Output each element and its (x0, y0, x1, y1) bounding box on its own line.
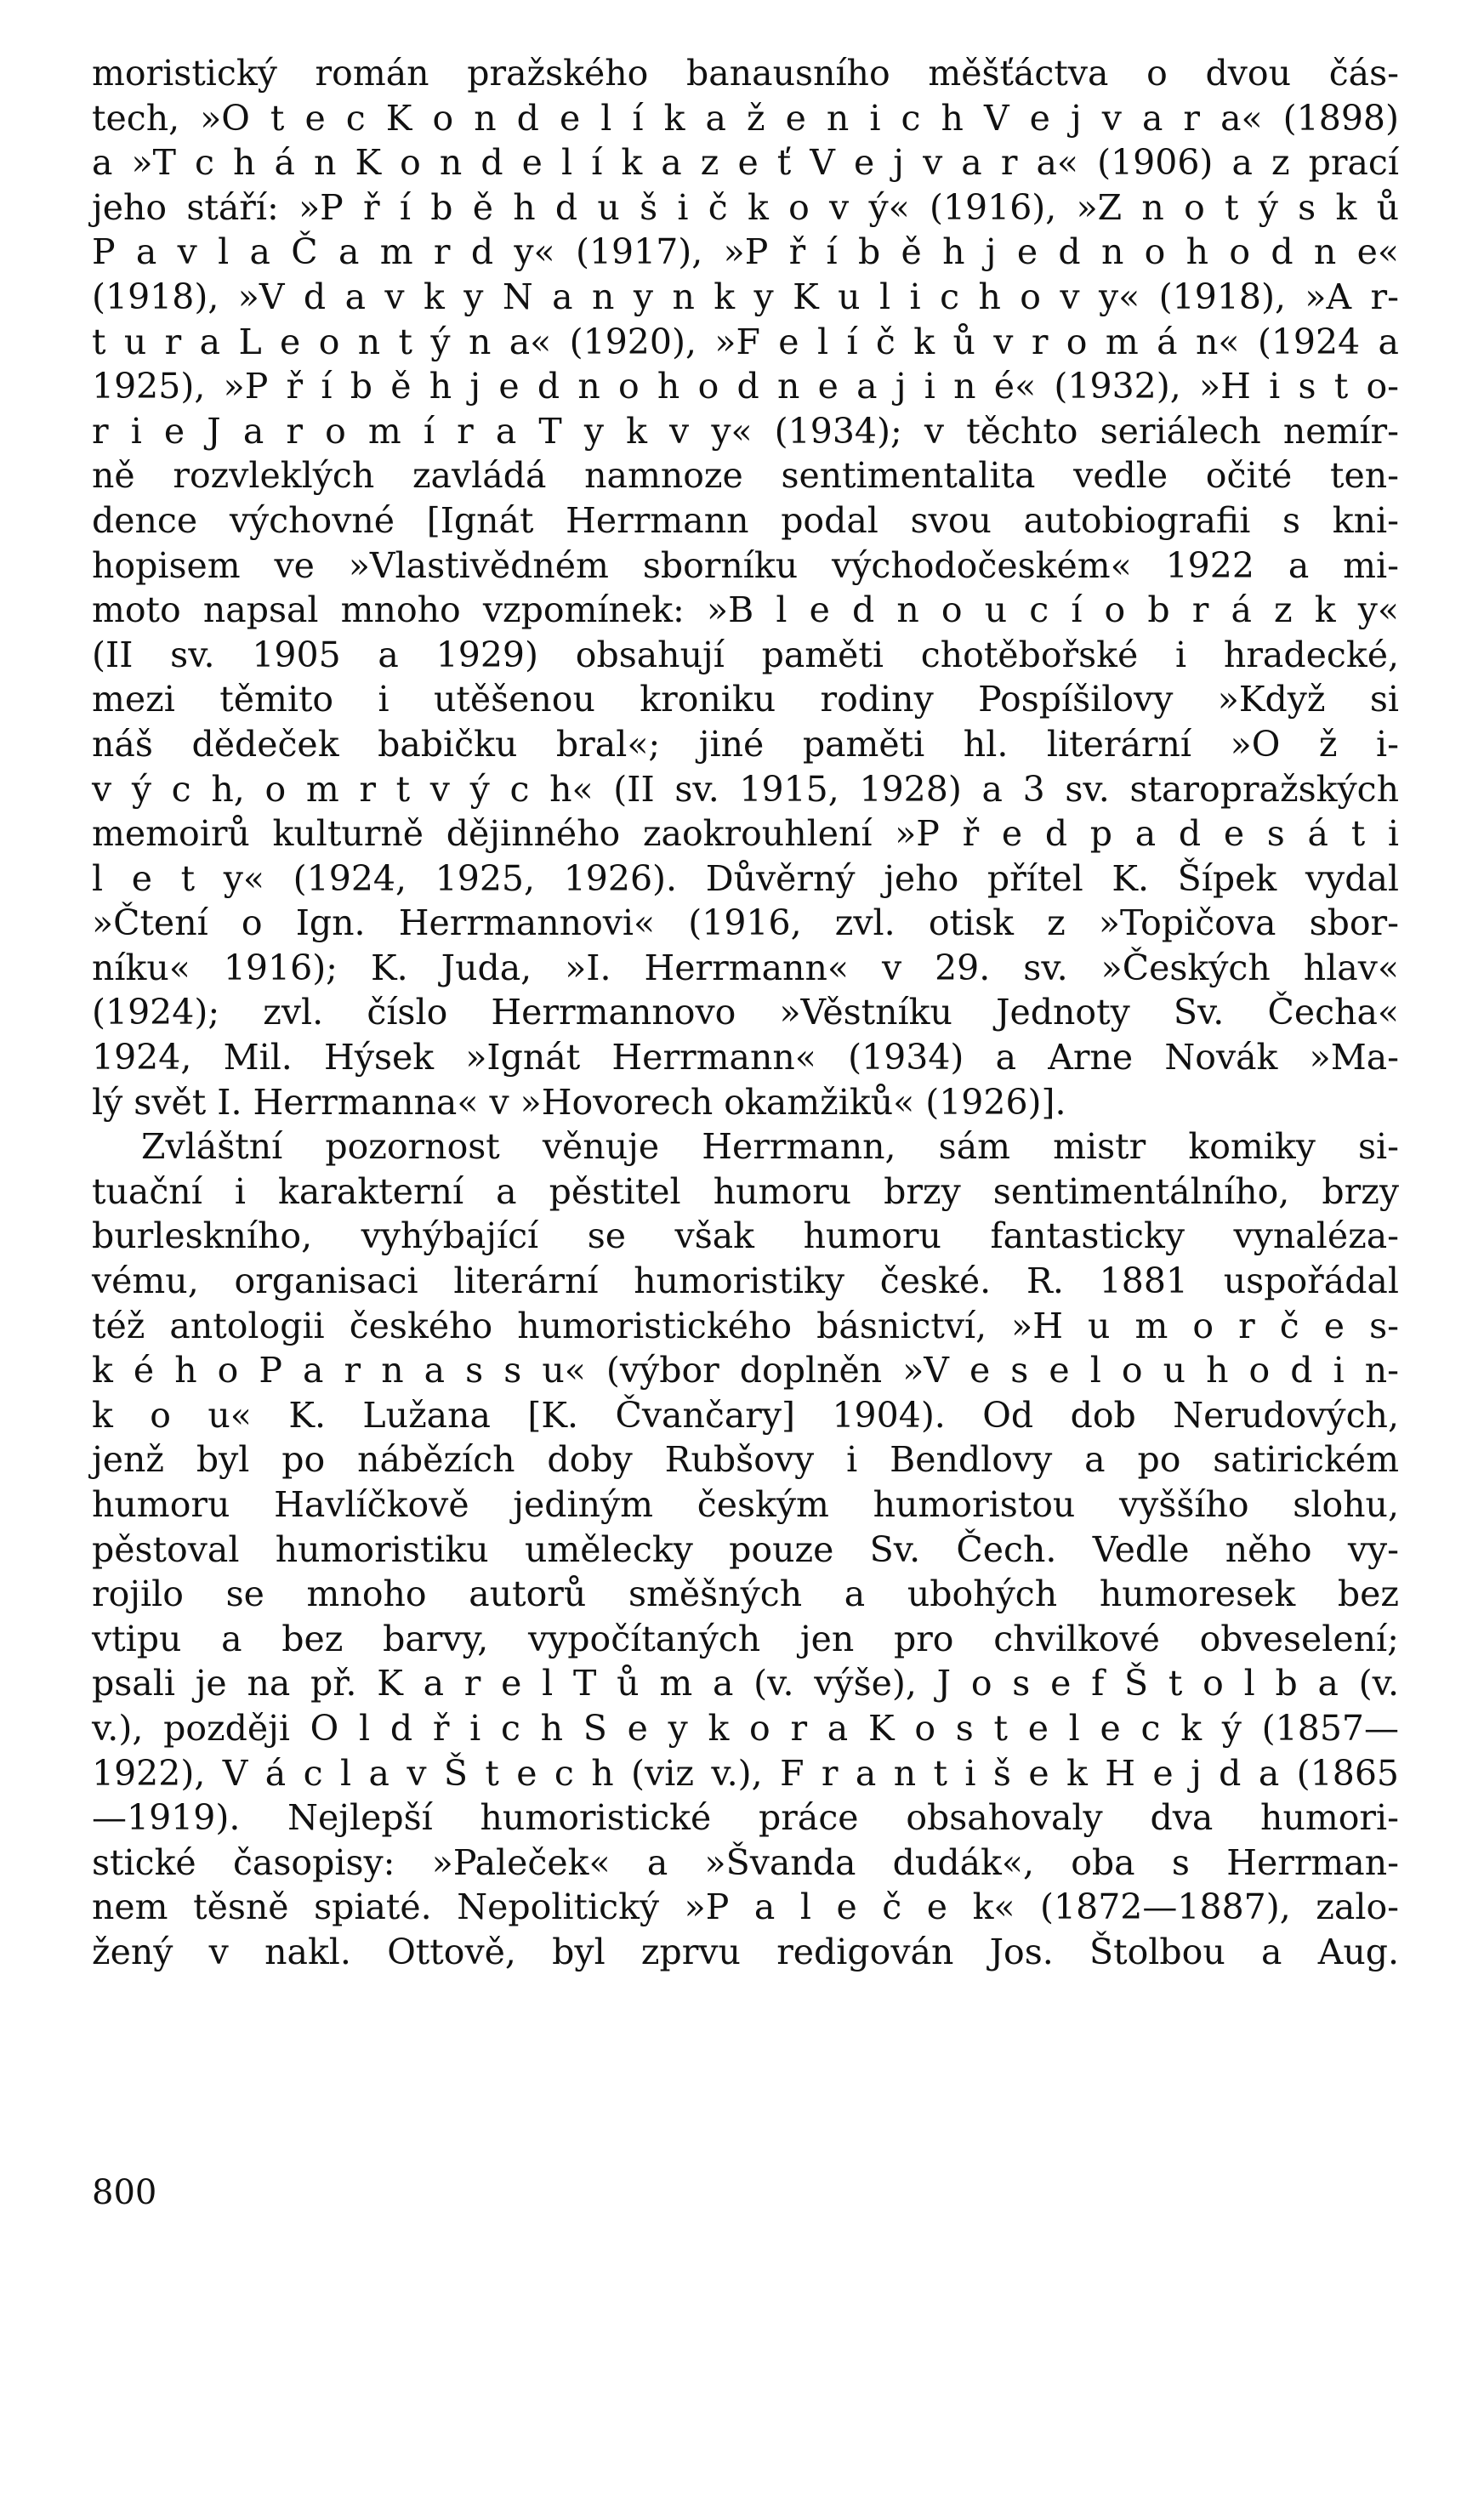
page-number: 800 (92, 2173, 157, 2212)
text-line: nem těsně spiaté. Nepolitický »P a l e č e k« (1872—1887), zalo- (92, 1886, 1399, 1928)
text-line: níku« 1916); K. Juda, »I. Herrmann« v 29. sv. »Českých hlav« (92, 947, 1399, 988)
text-line: psali je na př. K a r e l T ů m a (v. výše), J o s e f Š t o l b a (v. (92, 1663, 1399, 1704)
text-line: v.), později O l d ř i c h S e y k o r a K o s t e l e c k ý (1857— (92, 1707, 1399, 1749)
text-line: 1924, Mil. Hýsek »Ignát Herrmann« (1934) a Arne Novák »Ma- (92, 1037, 1399, 1078)
text-line: moto napsal mnoho vzpomínek: »B l e d n o u c í o b r á z k y« (92, 589, 1399, 631)
text-line: (1918), »V d a v k y N a n y n k y K u l i c h o v y« (1918), »A r- (92, 276, 1399, 317)
text-line: tuační i karakterní a pěstitel humoru brzy sentimentálního, brzy (92, 1170, 1399, 1212)
text-line: jenž byl po nábězích doby Rubšovy i Bendlovy a po satirickém (92, 1439, 1399, 1481)
text-line: k o u« K. Lužana [K. Čvančary] 1904). Od dob Nerudových, (92, 1394, 1399, 1436)
text-line: žený v nakl. Ottově, byl zprvu redigován Jos. Štolbou a Aug. (92, 1931, 1399, 1972)
text-line: burleskního, vyhýbající se však humoru fantasticky vynaléza- (92, 1215, 1399, 1257)
text-line: jeho stáří: »P ř í b ě h d u š i č k o v ý« (1916), »Z n o t ý s k ů (92, 186, 1399, 228)
text-line: l e t y« (1924, 1925, 1926). Důvěrný jeho přítel K. Šípek vydal (92, 857, 1399, 899)
text-line: lý svět I. Herrmanna« v »Hovorech okamžiků« (1926)]. (92, 1081, 1066, 1123)
text-line: ně rozvleklých zavládá namnoze sentimentalita vedle očité ten- (92, 455, 1399, 497)
text-line: vému, organisaci literární humoristiky české. R. 1881 uspořádal (92, 1260, 1399, 1302)
text-line: 1922), V á c l a v Š t e c h (viz v.), F r a n t i š e k H e j d a (1865 (92, 1752, 1399, 1794)
text-line: náš dědeček babičku bral«; jiné paměti hl. literární »O ž i- (92, 723, 1399, 765)
text-line: a »T c h á n K o n d e l í k a z e ť V e j v a r a« (1906) a z prací (92, 142, 1399, 184)
paragraph-start-line: Zvláštní pozornost věnuje Herrmann, sám mistr komiky si- (141, 1126, 1399, 1168)
text-line: mezi těmito i utěšenou kroniku rodiny Pospíšilovy »Když si (92, 679, 1399, 720)
text-line: r i e J a r o m í r a T y k v y« (1934); v těchto seriálech nemír- (92, 410, 1399, 452)
text-line: v ý c h, o m r t v ý c h« (II sv. 1915, 1928) a 3 sv. staropražských (92, 768, 1399, 810)
text-line: humoru Havlíčkově jediným českým humoristou vyššího slohu, (92, 1484, 1399, 1525)
text-line: vtipu a bez barvy, vypočítaných jen pro chvilkové obveselení; (92, 1618, 1399, 1659)
text-line: dence výchovné [Ignát Herrmann podal svou autobiografii s kni- (92, 499, 1399, 541)
text-line: »Čtení o Ign. Herrmannovi« (1916, zvl. otisk z »Topičova sbor- (92, 902, 1399, 944)
text-line: pěstoval humoristiku umělecky pouze Sv. Čech. Vedle něho vy- (92, 1528, 1399, 1570)
text-line: (1924); zvl. číslo Herrmannovo »Věstníku Jednoty Sv. Čecha« (92, 992, 1399, 1033)
text-line: rojilo se mnoho autorů směšných a ubohých humoresek bez (92, 1573, 1399, 1615)
text-line: P a v l a Č a m r d y« (1917), »P ř í b ě h j e d n o h o d n e« (92, 231, 1399, 273)
text-line: 1925), »P ř í b ě h j e d n o h o d n e a j i n é« (1932), »H i s t o- (92, 366, 1399, 407)
text-line: moristický román pražského banausního měšťáctva o dvou čás- (92, 53, 1399, 94)
text-line: též antologii českého humoristického básnictví, »H u m o r č e s- (92, 1305, 1399, 1346)
text-line: tech, »O t e c K o n d e l í k a ž e n i c h V e j v a r a« (1898) (92, 97, 1399, 139)
text-line: stické časopisy: »Paleček« a »Švanda dudák«, oba s Herrman- (92, 1841, 1399, 1883)
text-line: —1919). Nejlepší humoristické práce obsahovaly dva humori- (92, 1797, 1399, 1839)
text-line: (II sv. 1905 a 1929) obsahují paměti chotěbořské i hradecké, (92, 634, 1399, 675)
text-line: t u r a L e o n t ý n a« (1920), »F e l í č k ů v r o m á n« (1924 a (92, 321, 1399, 362)
body-text (92, 51, 1399, 1975)
text-line: k é h o P a r n a s s u« (výbor doplněn »V e s e l o u h o d i n- (92, 1350, 1399, 1391)
text-line: memoirů kulturně dějinného zaokrouhlení »P ř e d p a d e s á t i (92, 813, 1399, 855)
text-line: hopisem ve »Vlastivědném sborníku východočeském« 1922 a mi- (92, 544, 1399, 586)
